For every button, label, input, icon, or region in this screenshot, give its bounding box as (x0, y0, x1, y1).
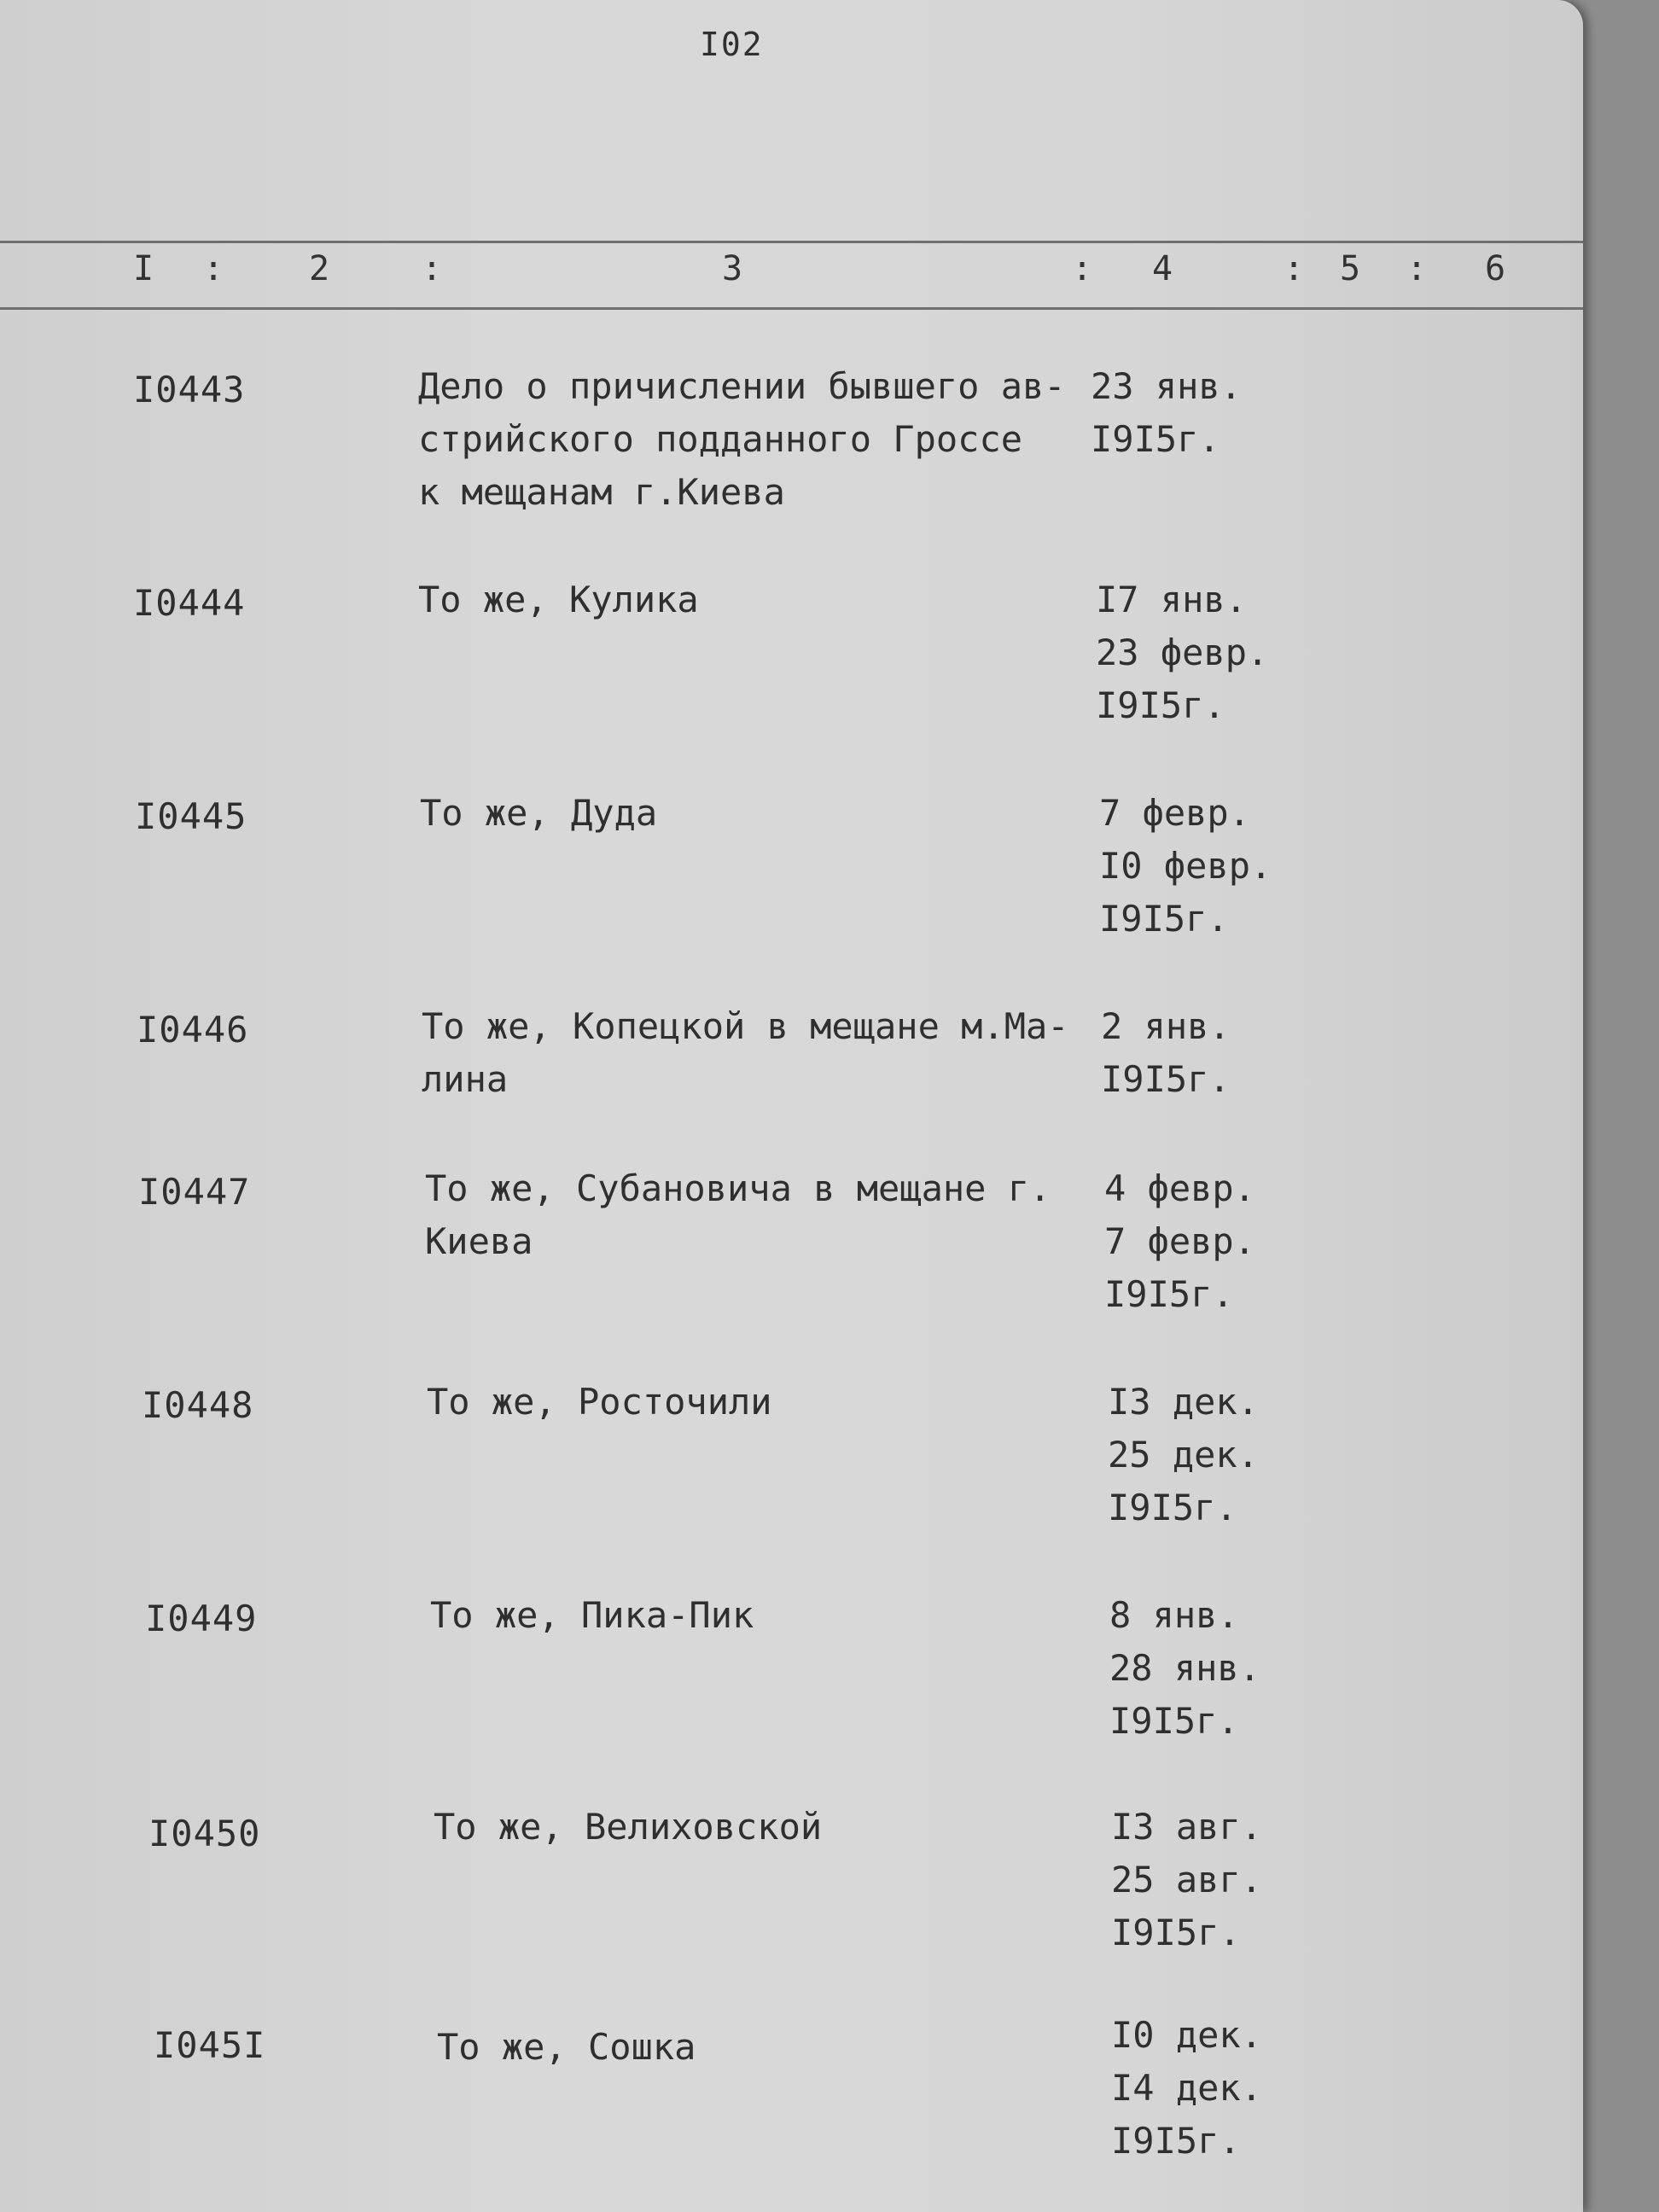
date-line: 2 янв. (1101, 1005, 1231, 1047)
date-line: I9I5г. (1101, 1058, 1231, 1100)
date-line: I9I5г. (1109, 1700, 1239, 1742)
date-line: I9I5г. (1108, 1487, 1237, 1528)
column-header-2: 2 (309, 249, 330, 288)
record-dates (1099, 787, 1272, 946)
date-line: 23 янв. (1091, 365, 1243, 407)
record-number: I0449 (145, 1598, 258, 1639)
column-header-6: 6 (1485, 249, 1506, 288)
record-number: I0446 (137, 1009, 249, 1051)
record-number: I0443 (133, 369, 246, 410)
record-dates (1109, 1589, 1260, 1748)
record-number: I0448 (142, 1384, 254, 1426)
date-line: I0 дек. (1111, 2014, 1263, 2056)
record-number: I0447 (138, 1171, 251, 1213)
description-line: То же, Пика-Пик (430, 1594, 754, 1636)
date-line: I3 авг. (1111, 1806, 1263, 1848)
date-line: I4 дек. (1111, 2067, 1263, 2109)
description-line: То же, Дуда (420, 792, 658, 834)
record-dates (1096, 573, 1268, 732)
record-description (422, 1000, 1069, 1106)
record-dates (1101, 1000, 1231, 1106)
date-line: 4 февр. (1104, 1167, 1256, 1209)
record-description (420, 787, 657, 840)
column-separator: : (1284, 249, 1305, 288)
record-description (427, 1376, 772, 1429)
date-line: I3 дек. (1108, 1381, 1260, 1423)
record-number: I0444 (133, 582, 246, 624)
record-dates (1108, 1376, 1259, 1534)
column-separator: : (203, 249, 224, 288)
record-number: I0450 (148, 1813, 261, 1854)
record-description (434, 1801, 822, 1854)
header-top-rule (0, 241, 1583, 243)
description-line: Дело о причислении бывшего ав- (418, 365, 1066, 407)
record-dates (1091, 360, 1242, 466)
record-description (437, 2021, 696, 2074)
date-line: 28 янв. (1109, 1647, 1261, 1689)
date-line: I0 февр. (1099, 845, 1272, 887)
record-description (430, 1589, 754, 1642)
column-header-3: 3 (722, 249, 743, 288)
column-header-1: I (133, 249, 154, 288)
date-line: 7 февр. (1099, 792, 1251, 834)
page-number: I02 (700, 26, 764, 63)
record-number: I045I (154, 2024, 266, 2066)
column-separator: : (1406, 249, 1428, 288)
record-dates (1104, 1162, 1255, 1321)
record-dates (1111, 1801, 1262, 1959)
description-line: стрийского подданного Гроссе (418, 418, 1023, 460)
date-line: I9I5г. (1091, 418, 1220, 460)
record-description (418, 573, 699, 626)
date-line: 8 янв. (1109, 1594, 1239, 1636)
date-line: 25 авг. (1111, 1859, 1263, 1901)
header-bottom-rule (0, 307, 1583, 310)
date-line: 7 февр. (1104, 1220, 1256, 1262)
description-line: То же, Сошка (437, 2026, 696, 2068)
description-line: То же, Кулика (418, 579, 699, 620)
description-line: То же, Росточили (427, 1381, 772, 1423)
description-line: То же, Велиховской (434, 1806, 823, 1848)
column-header-4: 4 (1152, 249, 1173, 288)
record-number: I0445 (135, 795, 247, 837)
date-line: I9I5г. (1111, 1912, 1241, 1953)
record-dates (1111, 2009, 1262, 2168)
date-line: I9I5г. (1096, 684, 1225, 726)
column-separator: : (1072, 249, 1093, 288)
description-line: Киева (425, 1220, 533, 1262)
date-line: 25 дек. (1108, 1434, 1260, 1476)
description-line: лина (422, 1058, 509, 1100)
date-line: I7 янв. (1096, 579, 1248, 620)
description-line: То же, Копецкой в мещане м.Ма- (422, 1005, 1069, 1047)
description-line: к мещанам г.Киева (418, 471, 785, 513)
column-separator: : (422, 249, 443, 288)
date-line: I9I5г. (1099, 898, 1229, 940)
column-header-5: 5 (1340, 249, 1361, 288)
date-line: I9I5г. (1104, 1273, 1234, 1315)
record-description (418, 360, 1066, 519)
description-line: То же, Субановича в мещане г. (425, 1167, 1051, 1209)
record-description (425, 1162, 1051, 1268)
date-line: I9I5г. (1111, 2120, 1241, 2162)
date-line: 23 февр. (1096, 632, 1269, 673)
